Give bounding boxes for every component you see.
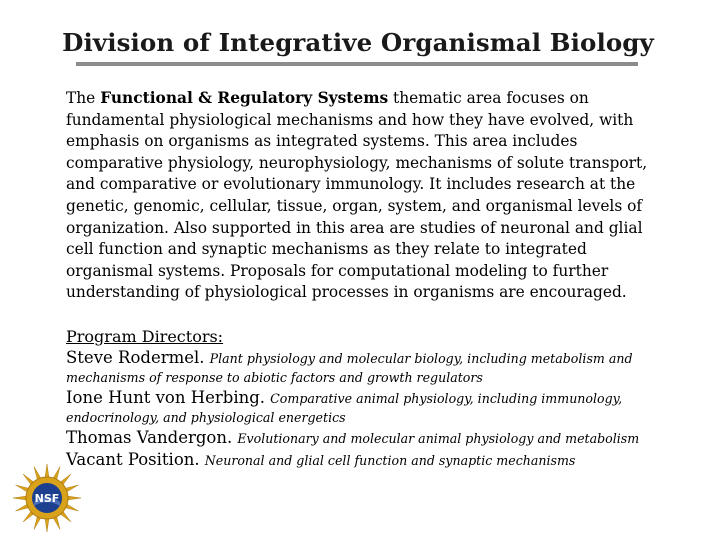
intro-line: cell function and synaptic mechanisms as they relate to integrated	[66, 240, 587, 259]
intro-line: and comparative or evolutionary immunology. It includes research at the	[66, 175, 636, 194]
director-entry	[66, 347, 706, 369]
intro-prefix: The	[66, 89, 101, 107]
page-title: Division of Integrative Organismal Biology	[62, 28, 654, 57]
director-description: Plant physiology and molecular biology, including metabolism and	[209, 351, 633, 366]
intro-line: organization. Also supported in this area are studies of neuronal and glial	[66, 218, 643, 237]
director-entry	[66, 427, 706, 449]
program-directors	[66, 326, 706, 471]
director-entry	[66, 449, 706, 471]
director-description: Neuronal and glial cell function and synaptic mechanisms	[204, 453, 576, 468]
director-description-cont: mechanisms of response to abiotic factors and growth regulators	[66, 370, 483, 385]
intro-line: fundamental physiological mechanisms and how they have evolved, with	[66, 110, 634, 129]
title-underline	[76, 62, 638, 66]
program-directors-heading: Program Directors:	[66, 327, 224, 346]
intro-line: comparative physiology, neurophysiology, mechanisms of solute transport,	[66, 153, 648, 172]
director-name: Ione Hunt von Herbing.	[66, 388, 266, 407]
nsf-logo-text: NSF	[34, 492, 60, 505]
nsf-logo	[8, 462, 86, 534]
thematic-area-name: Functional & Regulatory Systems	[100, 89, 389, 107]
nsf-logo-icon	[8, 462, 86, 534]
director-name: Vacant Position.	[66, 450, 200, 469]
intro-line: emphasis on organisms as integrated systems. This area includes	[66, 132, 578, 151]
director-description: Evolutionary and molecular animal physiology and metabolism	[237, 431, 640, 446]
director-description-cont: endocrinology, and physiological energetics	[66, 410, 346, 425]
intro-paragraph	[66, 88, 686, 304]
intro-line: genetic, genomic, cellular, tissue, organ, system, and organismal levels of	[66, 196, 643, 215]
director-description: Comparative animal physiology, including immunology,	[270, 391, 623, 406]
director-name: Steve Rodermel.	[66, 348, 205, 367]
intro-line: organismal systems. Proposals for computational modeling to further	[66, 261, 609, 280]
director-name: Thomas Vandergon.	[66, 428, 233, 447]
intro-line: understanding of physiological processes in organisms are encouraged.	[66, 283, 627, 302]
director-entry	[66, 387, 706, 409]
intro-first-line	[66, 88, 686, 110]
intro-first-line-rest: thematic area focuses on	[388, 89, 589, 107]
